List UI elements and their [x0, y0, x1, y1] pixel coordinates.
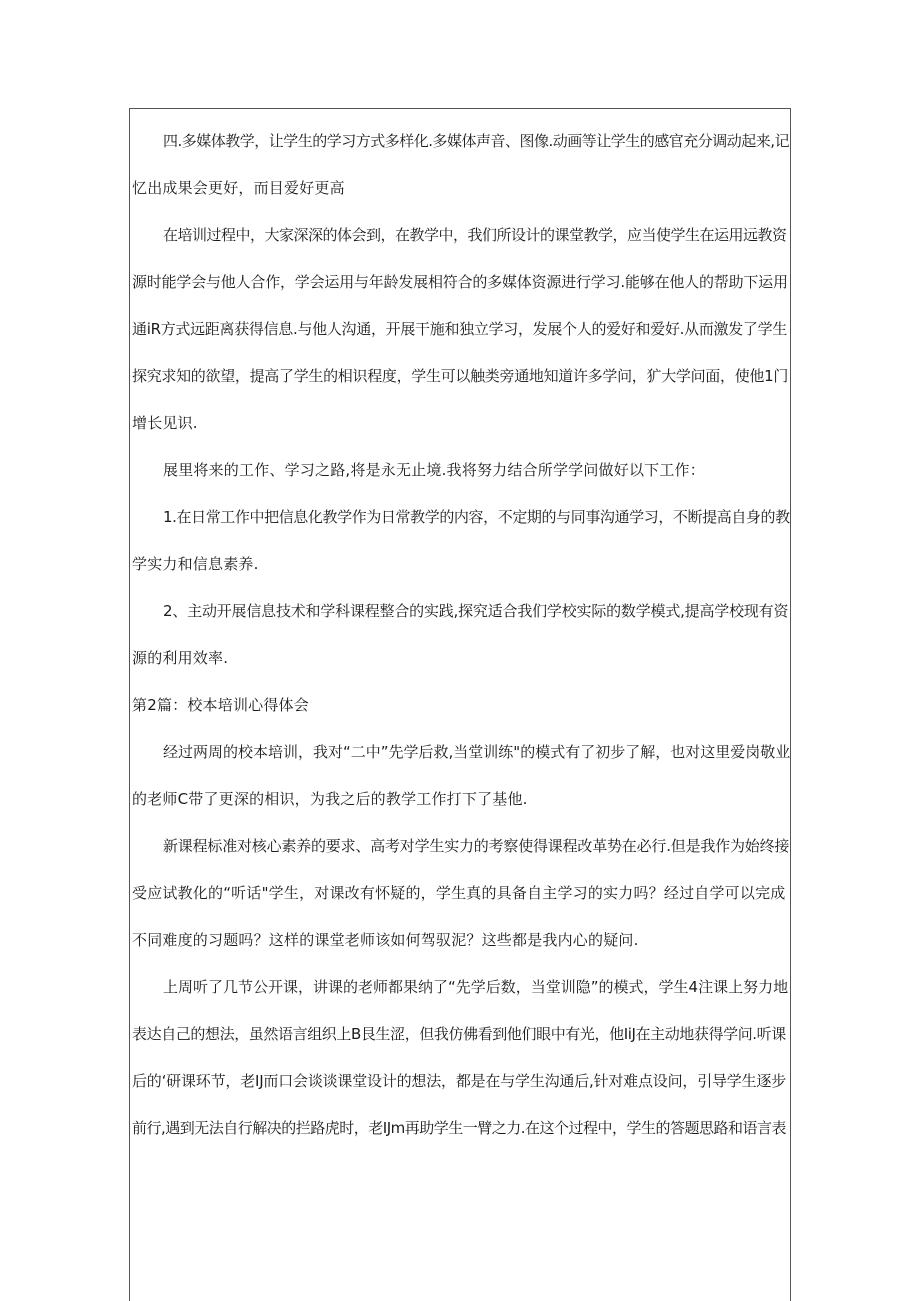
text-line: 2、主动开展信息技术和学科课程整合的实践,探究适合我们学校实际的数学模式,提高学校现有资	[163, 602, 789, 620]
text-line: 在培训过程中，大家深深的体会到，在教学中，我们所设计的课堂教学，应当使学生在运用远教资	[163, 226, 787, 244]
text-line: 经过两周的校本培训，我对“二中”先学后救,当堂训练"的模式有了初步了解，也对这里爱岗敬业	[163, 743, 791, 761]
text-line: 表达自己的想法，虽然语言组织上B艮生涩，但我仿佛看到他们眼中有光，他IiJ在主动地获得学问.听课	[132, 1025, 786, 1043]
text-line: 忆出成果会更好，而目爱好更高	[132, 179, 345, 197]
text-line: 前行,遇到无法自行解决的拦路虎时，老IJm再助学生一臂之力.在这个过程中，学生的答题思路和语言表	[132, 1119, 787, 1137]
text-line: 源时能学会与他人合作，学会运用与年龄发展相符合的多媒体资源进行学习.能够在他人的帮助下运用	[132, 273, 788, 291]
text-line: 增长见识.	[132, 414, 198, 432]
text-line: 上周听了几节公开课，讲课的老师都果纳了“先学后数，当堂训隐”的模式，学生4注课上努力地	[163, 978, 789, 996]
text-line: 展里将来的工作、学习之路,将是永无止境.我将努力结合所学学问做好以下工作：	[163, 461, 705, 479]
text-line: 探究求知的欲望，提高了学生的相识程度，学生可以触类旁通地知道许多学问，犷大学问面，使他1门	[132, 367, 789, 385]
text-line: 新课程标准对核心素养的要求、高考对学生实力的考察使得课程改革势在必行.但是我作为始终接	[163, 837, 790, 855]
section-heading: 第2篇：校本培训心得体会	[132, 696, 309, 714]
paragraph-item-2	[132, 588, 790, 682]
text-line: 1.在日常工作中把信息化教学作为日常教学的内容，不定期的与同事沟通学习，不断提高自身的教	[163, 508, 790, 526]
paragraph-curriculum-standard	[132, 823, 790, 964]
paragraph-item-1	[132, 494, 790, 588]
text-line: 后的‘研课环节，老IJ而口会谈谈课堂设计的想法，都是在与学生沟通后,针对难点设问，引导学生逐步	[132, 1072, 786, 1090]
text-line: 学实力和信息素养.	[132, 555, 259, 573]
text-line: 受应试教化的“听话"学生，对课改有怀疑的，学生真的具备自主学习的实力吗？经过自学可以完成	[132, 884, 786, 902]
paragraph-training-process	[132, 212, 790, 447]
text-line: 不同难度的习题吗？这样的课堂老师该如何驾驭泥？这些都是我内心的疑问.	[132, 931, 639, 949]
document-body	[132, 118, 790, 1152]
text-line: 四.多媒体教学，让学生的学习方式多样化.多媒体声音、图像.动画等让学生的感官充分调动起来,记	[163, 132, 790, 150]
text-line: 通iR方式远距离获得信息.与他人沟通，开展干施和独立学习，发展个人的爱好和爱好.从而激发了学生	[132, 320, 788, 338]
paragraph-two-weeks	[132, 729, 790, 823]
paragraph-open-class	[132, 964, 790, 1152]
paragraph-future-work	[132, 447, 790, 494]
text-line: 源的利用效率.	[132, 649, 229, 667]
text-line: 的老师C带了更深的相识，为我之后的教学工作打下了基他.	[132, 790, 528, 808]
paragraph-multimedia	[132, 118, 790, 212]
